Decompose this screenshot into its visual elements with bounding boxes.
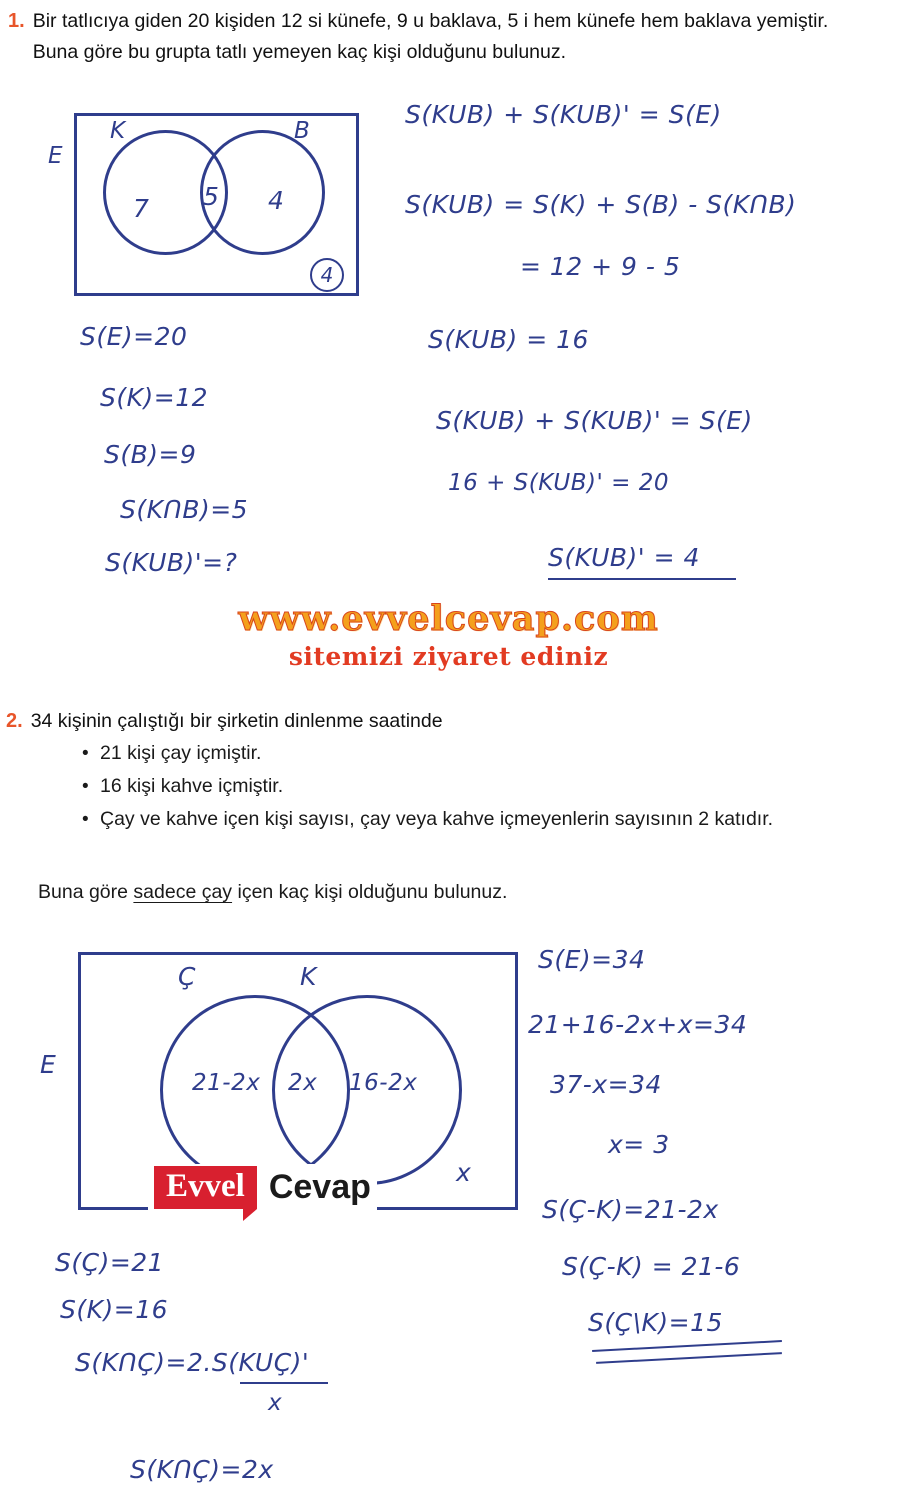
question-2-number: 2. (6, 710, 23, 732)
solution-2-brace (240, 1382, 328, 1384)
solution-1-right-line-7: S(KUB)' = 4 (548, 543, 700, 572)
venn-2-only-b-value: 16-2x (349, 1070, 418, 1096)
solution-1-right-line-5: S(KUB) + S(KUB)' = S(E) (436, 406, 753, 435)
solution-2-answer-underline-1 (592, 1340, 782, 1352)
solution-1-right-line-1: S(KUB) + S(KUB)' = S(E) (405, 100, 722, 129)
solution-2-left-line-4: x (268, 1390, 283, 1416)
venn-2-set-b-label: K (300, 962, 317, 991)
site-watermark-subtitle: sitemizi ziyaret ediniz (288, 642, 609, 671)
question-2 (6, 706, 876, 737)
solution-2-right-line-1: S(E)=34 (538, 945, 646, 974)
question-1-number: 1. (8, 10, 25, 32)
solution-1-answer-underline (548, 578, 736, 580)
question-1-text: Bir tatlıcıya giden 20 kişiden 12 si künefe, 9 u baklava, 5 i hem künefe hem baklava yemiştir. Buna göre bu grupta tatlı yemeyen kaç kişi olduğunu bulunuz. (32, 10, 829, 63)
solution-2-right-line-6: S(Ç-K) = 21-6 (562, 1252, 741, 1281)
solution-1-left-line-1: S(E)=20 (80, 322, 188, 351)
solution-1-left-line-3: S(B)=9 (104, 440, 197, 469)
solution-2-right-line-4: x= 3 (608, 1130, 670, 1159)
solution-2-left-line-3: S(KՈÇ)=2.S(KUÇ)' (75, 1348, 310, 1377)
solution-2-left-line-1: S(Ç)=21 (55, 1248, 165, 1277)
question-2-closing-prefix: Buna göre (38, 881, 134, 903)
venn-1-only-a-value: 7 (133, 194, 150, 223)
logo-dark-text: Cevap (268, 1168, 371, 1206)
venn-1-set-b-label: B (294, 118, 311, 144)
venn-1-only-b-value: 4 (268, 186, 285, 215)
question-2-closing-underlined: sadece çay (133, 881, 233, 903)
solution-1-right-line-2: S(KUB) = S(K) + S(B) - S(KՈB) (405, 190, 797, 219)
venn-2-intersection-value: 2x (288, 1070, 318, 1096)
list-item: • 21 kişi çay içmiştir. (82, 738, 858, 769)
solution-1-left-line-2: S(K)=12 (100, 383, 209, 412)
venn-1-intersection-value: 5 (203, 182, 220, 211)
solution-1-right-line-3: = 12 + 9 - 5 (520, 252, 681, 281)
question-2-closing-suffix: içen kaç kişi olduğunu bulunuz. (232, 881, 508, 903)
venn-1-set-a-label: K (110, 118, 126, 144)
question-1 (8, 6, 868, 68)
solution-1-right-line-4: S(KUB) = 16 (428, 325, 589, 354)
question-2-bullets (58, 738, 858, 837)
venn-1-universe-label: E (48, 143, 64, 169)
venn-2-set-a-label: Ç (178, 962, 196, 991)
solution-2-left-line-5: S(KՈÇ)=2x (130, 1455, 274, 1484)
solution-2-right-line-5: S(Ç-K)=21-2x (542, 1195, 719, 1224)
solution-2-left-line-2: S(K)=16 (60, 1295, 169, 1324)
venn-1-outside-value: 4 (310, 258, 344, 292)
solution-2-right-line-3: 37-x=34 (550, 1070, 662, 1099)
logo-red-text: Evvel (154, 1166, 257, 1209)
solution-2-right-line-7: S(Ç\K)=15 (588, 1308, 723, 1337)
venn-2-only-a-value: 21-2x (192, 1070, 261, 1096)
solution-1-right-line-6: 16 + S(KUB)' = 20 (448, 470, 669, 496)
venn-2-outside-value: x (456, 1158, 472, 1187)
evvel-cevap-logo (148, 1164, 377, 1211)
question-2-closing (38, 877, 507, 908)
list-item: • Çay ve kahve içen kişi sayısı, çay veya kahve içmeyenlerin sayısının 2 katıdır. (82, 804, 858, 835)
solution-1-left-line-4: S(KՈB)=5 (120, 495, 249, 524)
question-2-text: 34 kişinin çalıştığı bir şirketin dinlenme saatinde (30, 710, 443, 732)
venn-2-universe-label: E (40, 1050, 57, 1079)
solution-1-left-line-5: S(KUB)'=? (105, 548, 238, 577)
site-watermark: www.evvelcevap.com (238, 598, 659, 639)
solution-2-answer-underline-2 (596, 1352, 782, 1364)
solution-2-right-line-2: 21+16-2x+x=34 (528, 1010, 748, 1039)
list-item: • 16 kişi kahve içmiştir. (82, 771, 858, 802)
